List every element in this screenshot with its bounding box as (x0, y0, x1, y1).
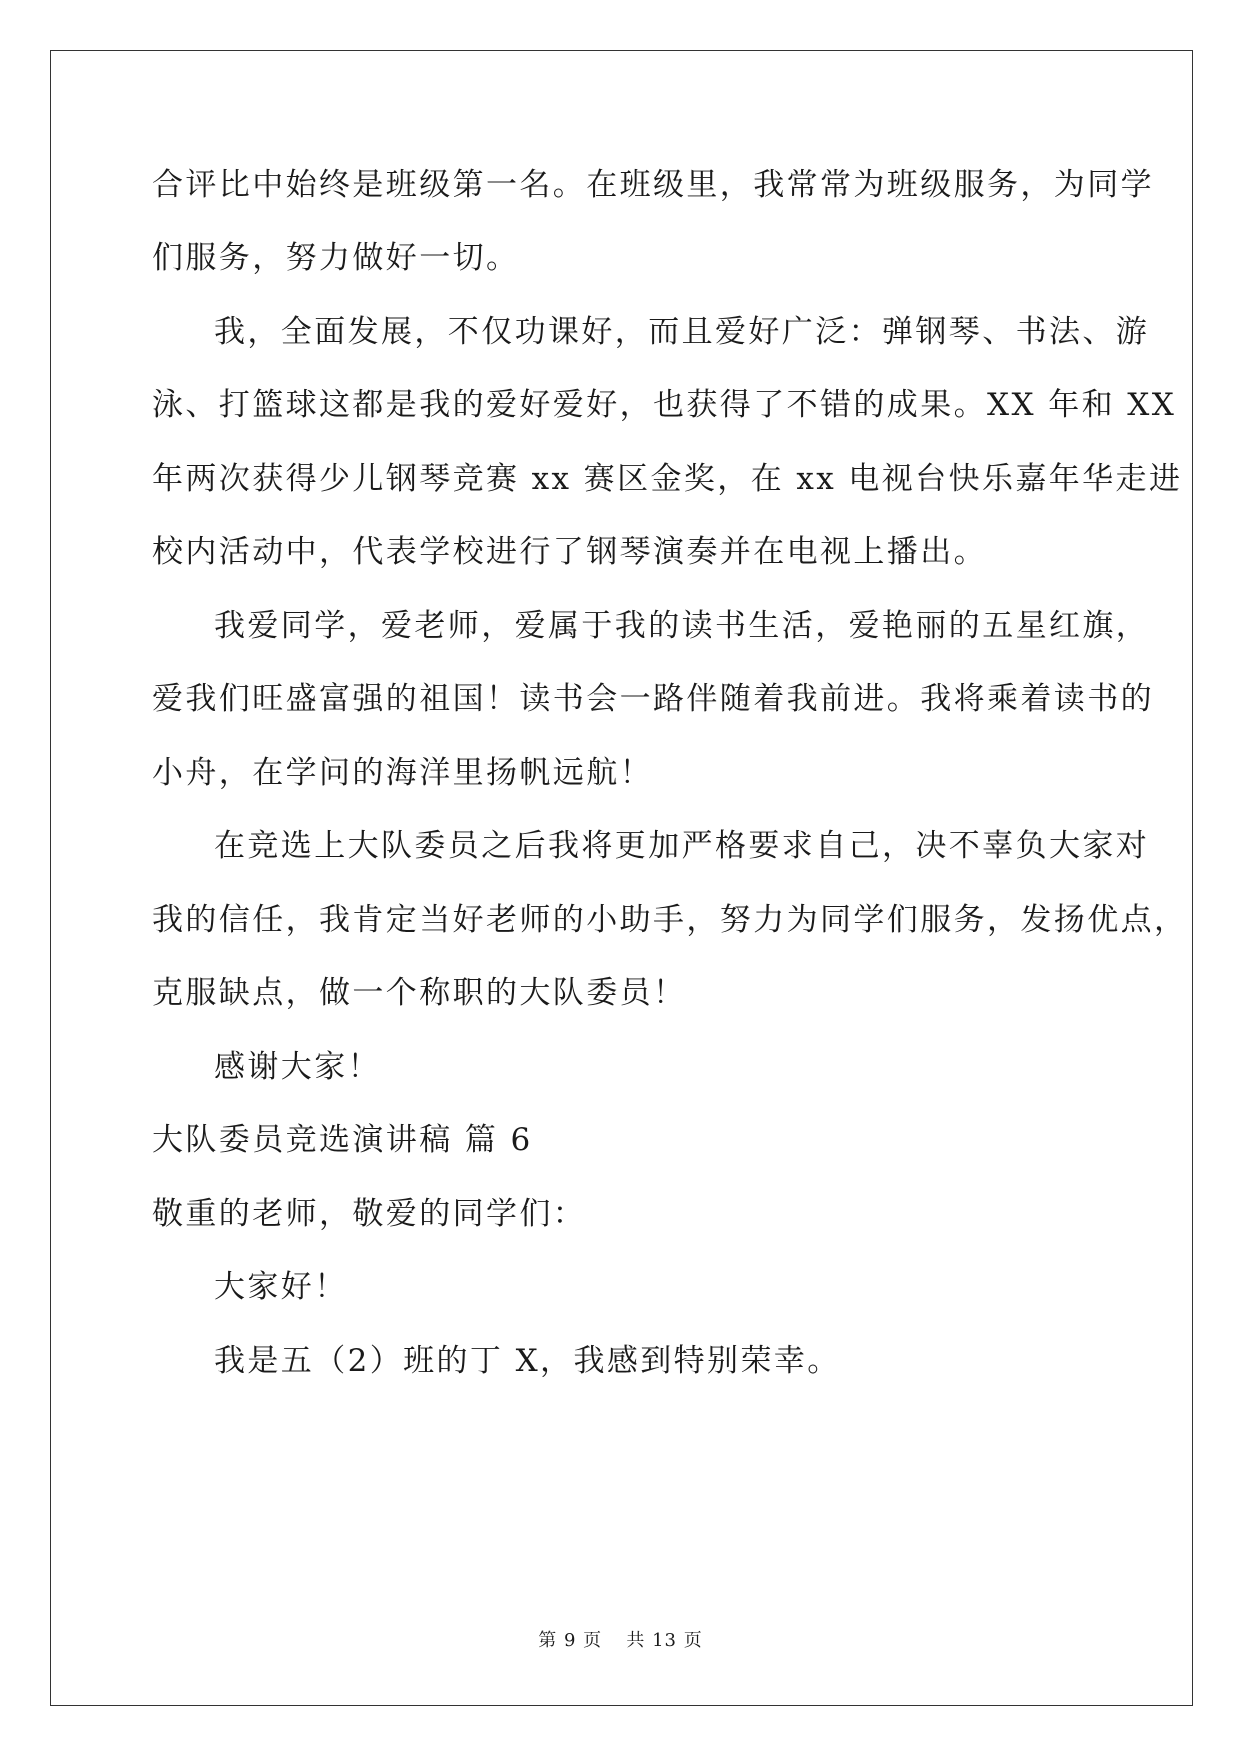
section-heading: 大队委员竞选演讲稿 篇 6 (152, 1122, 533, 1158)
paragraph-line: 爱我们旺盛富强的祖国！读书会一路伴随着我前进。我将乘着读书的 (152, 681, 1154, 717)
paragraph-line: 校内活动中，代表学校进行了钢琴演奏并在电视上播出。 (152, 534, 987, 570)
paragraph-line: 在竞选上大队委员之后我将更加严格要求自己，决不辜负大家对 (214, 828, 1150, 864)
paragraph-line: 泳、打篮球这都是我的爱好爱好，也获得了不错的成果。XX 年和 XX (152, 387, 1177, 423)
page-total: 共 13 页 (626, 1630, 703, 1651)
paragraph-line: 小舟，在学问的海洋里扬帆远航！ (152, 755, 653, 791)
salutation: 敬重的老师，敬爱的同学们： (152, 1196, 587, 1232)
paragraph-line: 合评比中始终是班级第一名。在班级里，我常常为班级服务，为同学 (152, 167, 1154, 203)
paragraph-line: 我的信任，我肯定当好老师的小助手，努力为同学们服务，发扬优点， (152, 902, 1188, 938)
paragraph-line: 年两次获得少儿钢琴竞赛 xx 赛区金奖，在 xx 电视台快乐嘉年华走进 (152, 461, 1183, 497)
page-footer (0, 1626, 1241, 1652)
page-border (50, 50, 1193, 1706)
paragraph-line: 感谢大家！ (214, 1049, 381, 1085)
paragraph-line: 我，全面发展，不仅功课好，而且爱好广泛：弹钢琴、书法、游 (214, 314, 1150, 350)
paragraph-line: 我是五（2）班的丁 X，我感到特别荣幸。 (214, 1343, 841, 1379)
paragraph-line: 我爱同学，爱老师，爱属于我的读书生活，爱艳丽的五星红旗， (214, 608, 1150, 644)
greeting: 大家好！ (214, 1269, 348, 1305)
paragraph-line: 们服务，努力做好一切。 (152, 240, 520, 276)
paragraph-line: 克服缺点，做一个称职的大队委员！ (152, 975, 687, 1011)
page-number: 第 9 页 (538, 1630, 603, 1651)
